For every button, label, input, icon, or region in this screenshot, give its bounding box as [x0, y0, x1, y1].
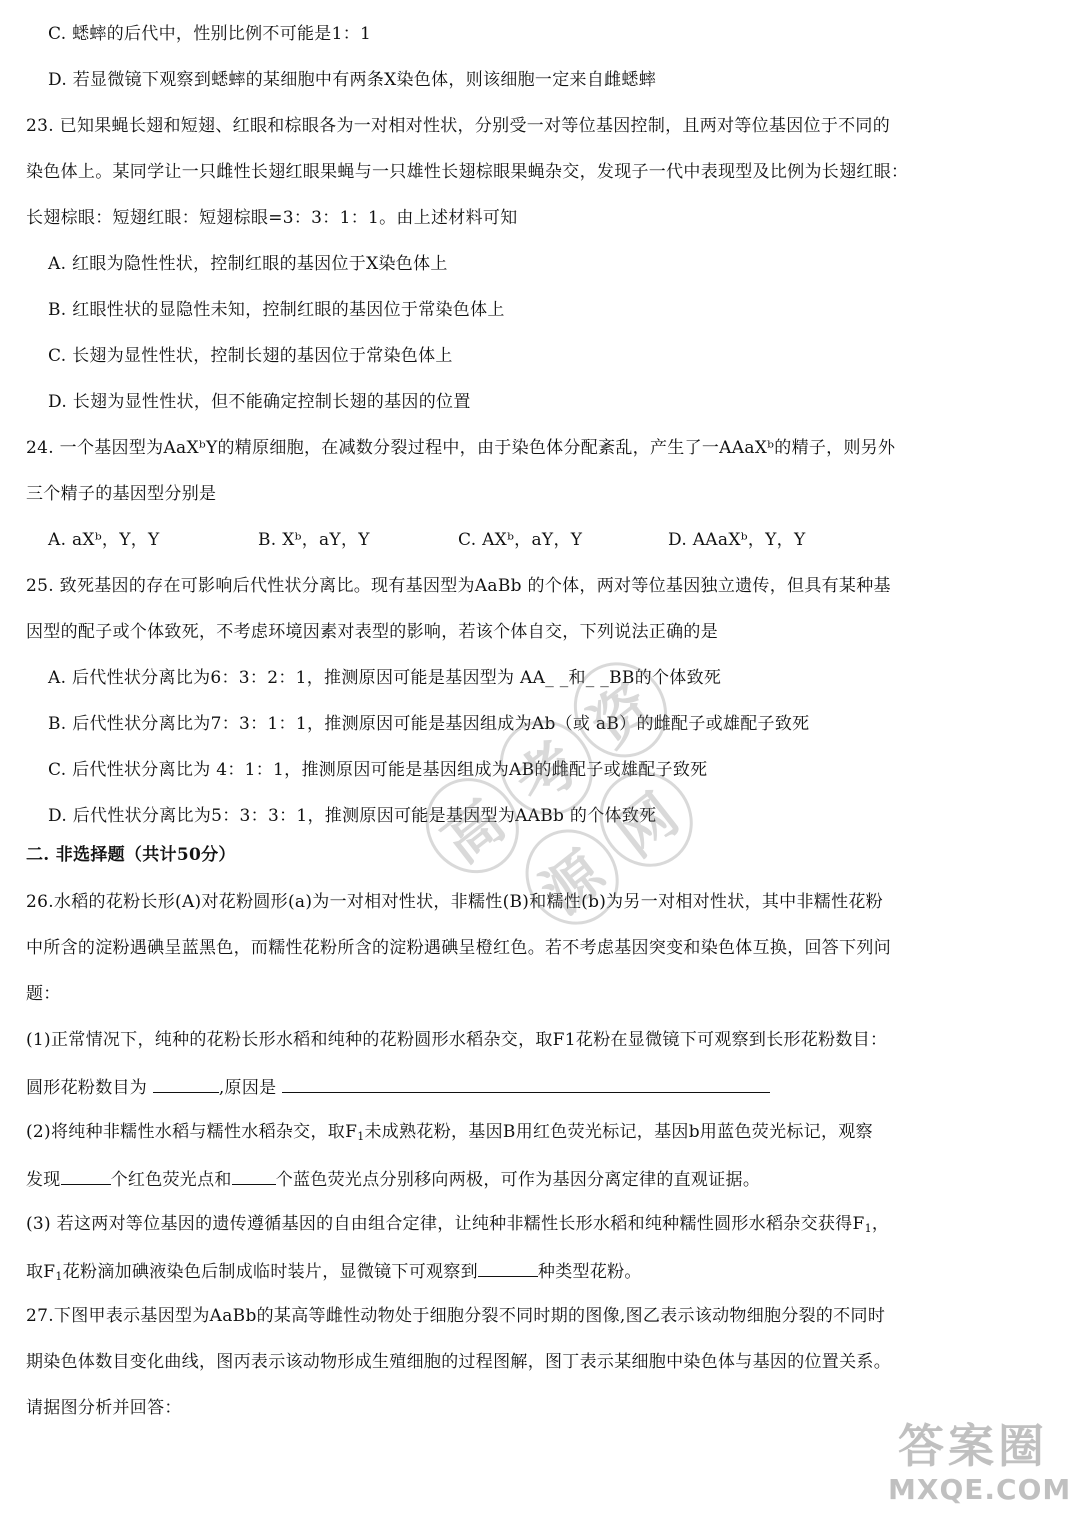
option-23c: C. 长翅为显性性状，控制长翅的基因位于常染色体上 — [48, 346, 453, 366]
option-24b: B. Xᵇ，aY，Y — [258, 530, 370, 550]
option-25b: B. 后代性状分离比为7：3：1：1，推测原因可能是基因组成为Ab（或 aB）的雌配子或雄配子致死 — [48, 714, 810, 734]
option-22c: C. 蟋蟀的后代中，性别比例不可能是1：1 — [48, 24, 372, 44]
watermark-stamp: 高考资源网 — [373, 617, 817, 1044]
question-23-line3: 长翅棕眼：短翅红眼：短翅棕眼=3：3：1：1。由上述材料可知 — [26, 208, 518, 228]
question-25-line2: 因型的配子或个体致死，不考虑环境因素对表型的影响，若该个体自交，下列说法正确的是 — [26, 622, 718, 642]
question-26-line1: 26.水稻的花粉长形(A)对花粉圆形(a)为一对相对性状，非糯性(B)和糯性(b)为另一对相对性状，其中非糯性花粉 — [26, 892, 883, 912]
site-logo-watermark: 答案圈 MXQE.COM — [888, 1419, 1072, 1506]
answer-blank-red-count[interactable] — [61, 1166, 111, 1185]
question-24-line1: 24. 一个基因型为AaXᵇY的精原细胞，在减数分裂过程中，由于染色体分配紊乱，产生了一AAaXᵇ的精子，则另外 — [26, 438, 896, 458]
question-24-line2: 三个精子的基因型分别是 — [26, 484, 217, 504]
question-23-line2: 染色体上。某同学让一只雌性长翅红眼果蝇与一只雄性长翅棕眼果蝇杂交，发现子一代中表现型及比例为长翅红眼： — [26, 162, 909, 182]
option-25a: A. 后代性状分离比为6：3：2：1，推测原因可能是基因型为 AA_ _和_ _BB的个体致死 — [48, 668, 722, 688]
answer-blank-pollen-types[interactable] — [478, 1258, 538, 1277]
option-23a: A. 红眼为隐性性状，控制红眼的基因位于X染色体上 — [48, 254, 448, 274]
option-25c: C. 后代性状分离比为 4：1：1，推测原因可能是基因组成为AB的雌配子或雄配子致死 — [48, 760, 708, 780]
answer-blank-blue-count[interactable] — [232, 1166, 276, 1185]
question-25-line1: 25. 致死基因的存在可影响后代性状分离比。现有基因型为AaBb 的个体，两对等位基因独立遗传，但具有某种基 — [26, 576, 891, 596]
answer-blank-ratio[interactable] — [153, 1074, 219, 1093]
question-24-options — [48, 528, 1048, 552]
question-23-line1: 23. 已知果蝇长翅和短翅、红眼和棕眼各为一对相对性状，分别受一对等位基因控制，且两对等位基因位于不同的 — [26, 116, 891, 136]
question-26-part2-line1: (2)将纯种非糯性水稻与糯性水稻杂交，取$F_1$未成熟花粉，基因B用红色荧光标记，基因b用蓝色荧光标记，观察 — [26, 1122, 873, 1143]
option-24d: D. AAaXᵇ，Y，Y — [668, 530, 806, 550]
option-25d: D. 后代性状分离比为5：3：3：1，推测原因可能是基因型为AABb 的个体致死 — [48, 806, 657, 826]
question-26-part1-answer: 圆形花粉数目为 ,原因是 — [26, 1074, 770, 1100]
question-26-part1: (1)正常情况下，纯种的花粉长形水稻和纯种的花粉圆形水稻杂交，取F1花粉在显微镜下可观察到长形花粉数目： — [26, 1030, 888, 1050]
question-26-line3: 题： — [26, 984, 61, 1004]
question-26-part3-line2: 取$F_1$花粉滴加碘液染色后制成临时装片，显微镜下可观察到 种类型花粉。 — [26, 1258, 642, 1289]
question-26-part3-line1: (3) 若这两对等位基因的遗传遵循基因的自由组合定律，让纯种非糯性长形水稻和纯种糯性圆形水稻杂交获得$F_1$， — [26, 1214, 890, 1235]
option-24c: C. AXᵇ，aY，Y — [458, 530, 583, 550]
option-24a: A. aXᵇ，Y，Y — [48, 530, 160, 550]
question-27-line3: 请据图分析并回答： — [26, 1398, 182, 1418]
section-heading: 二. 非选择题（共计50分） — [26, 845, 236, 865]
option-23b: B. 红眼性状的显隐性未知，控制红眼的基因位于常染色体上 — [48, 300, 505, 320]
question-26-line2: 中所含的淀粉遇碘呈蓝黑色，而糯性花粉所含的淀粉遇碘呈橙红色。若不考虑基因突变和染色体互换，回答下列问 — [26, 938, 891, 958]
answer-blank-reason[interactable] — [282, 1074, 770, 1093]
question-26-part2-line2: 发现 个红色荧光点和 个蓝色荧光点分别移向两极，可作为基因分离定律的直观证据。 — [26, 1166, 760, 1192]
question-27-line1: 27.下图甲表示基因型为AaBb的某高等雌性动物处于细胞分裂不同时期的图像,图乙表示该动物细胞分裂的不同时 — [26, 1306, 886, 1326]
question-27-line2: 期染色体数目变化曲线，图丙表示该动物形成生殖细胞的过程图解，图丁表示某细胞中染色体与基因的位置关系。 — [26, 1352, 891, 1372]
option-23d: D. 长翅为显性性状，但不能确定控制长翅的基因的位置 — [48, 392, 471, 412]
option-22d: D. 若显微镜下观察到蟋蟀的某细胞中有两条X染色体，则该细胞一定来自雌蟋蟀 — [48, 70, 657, 90]
